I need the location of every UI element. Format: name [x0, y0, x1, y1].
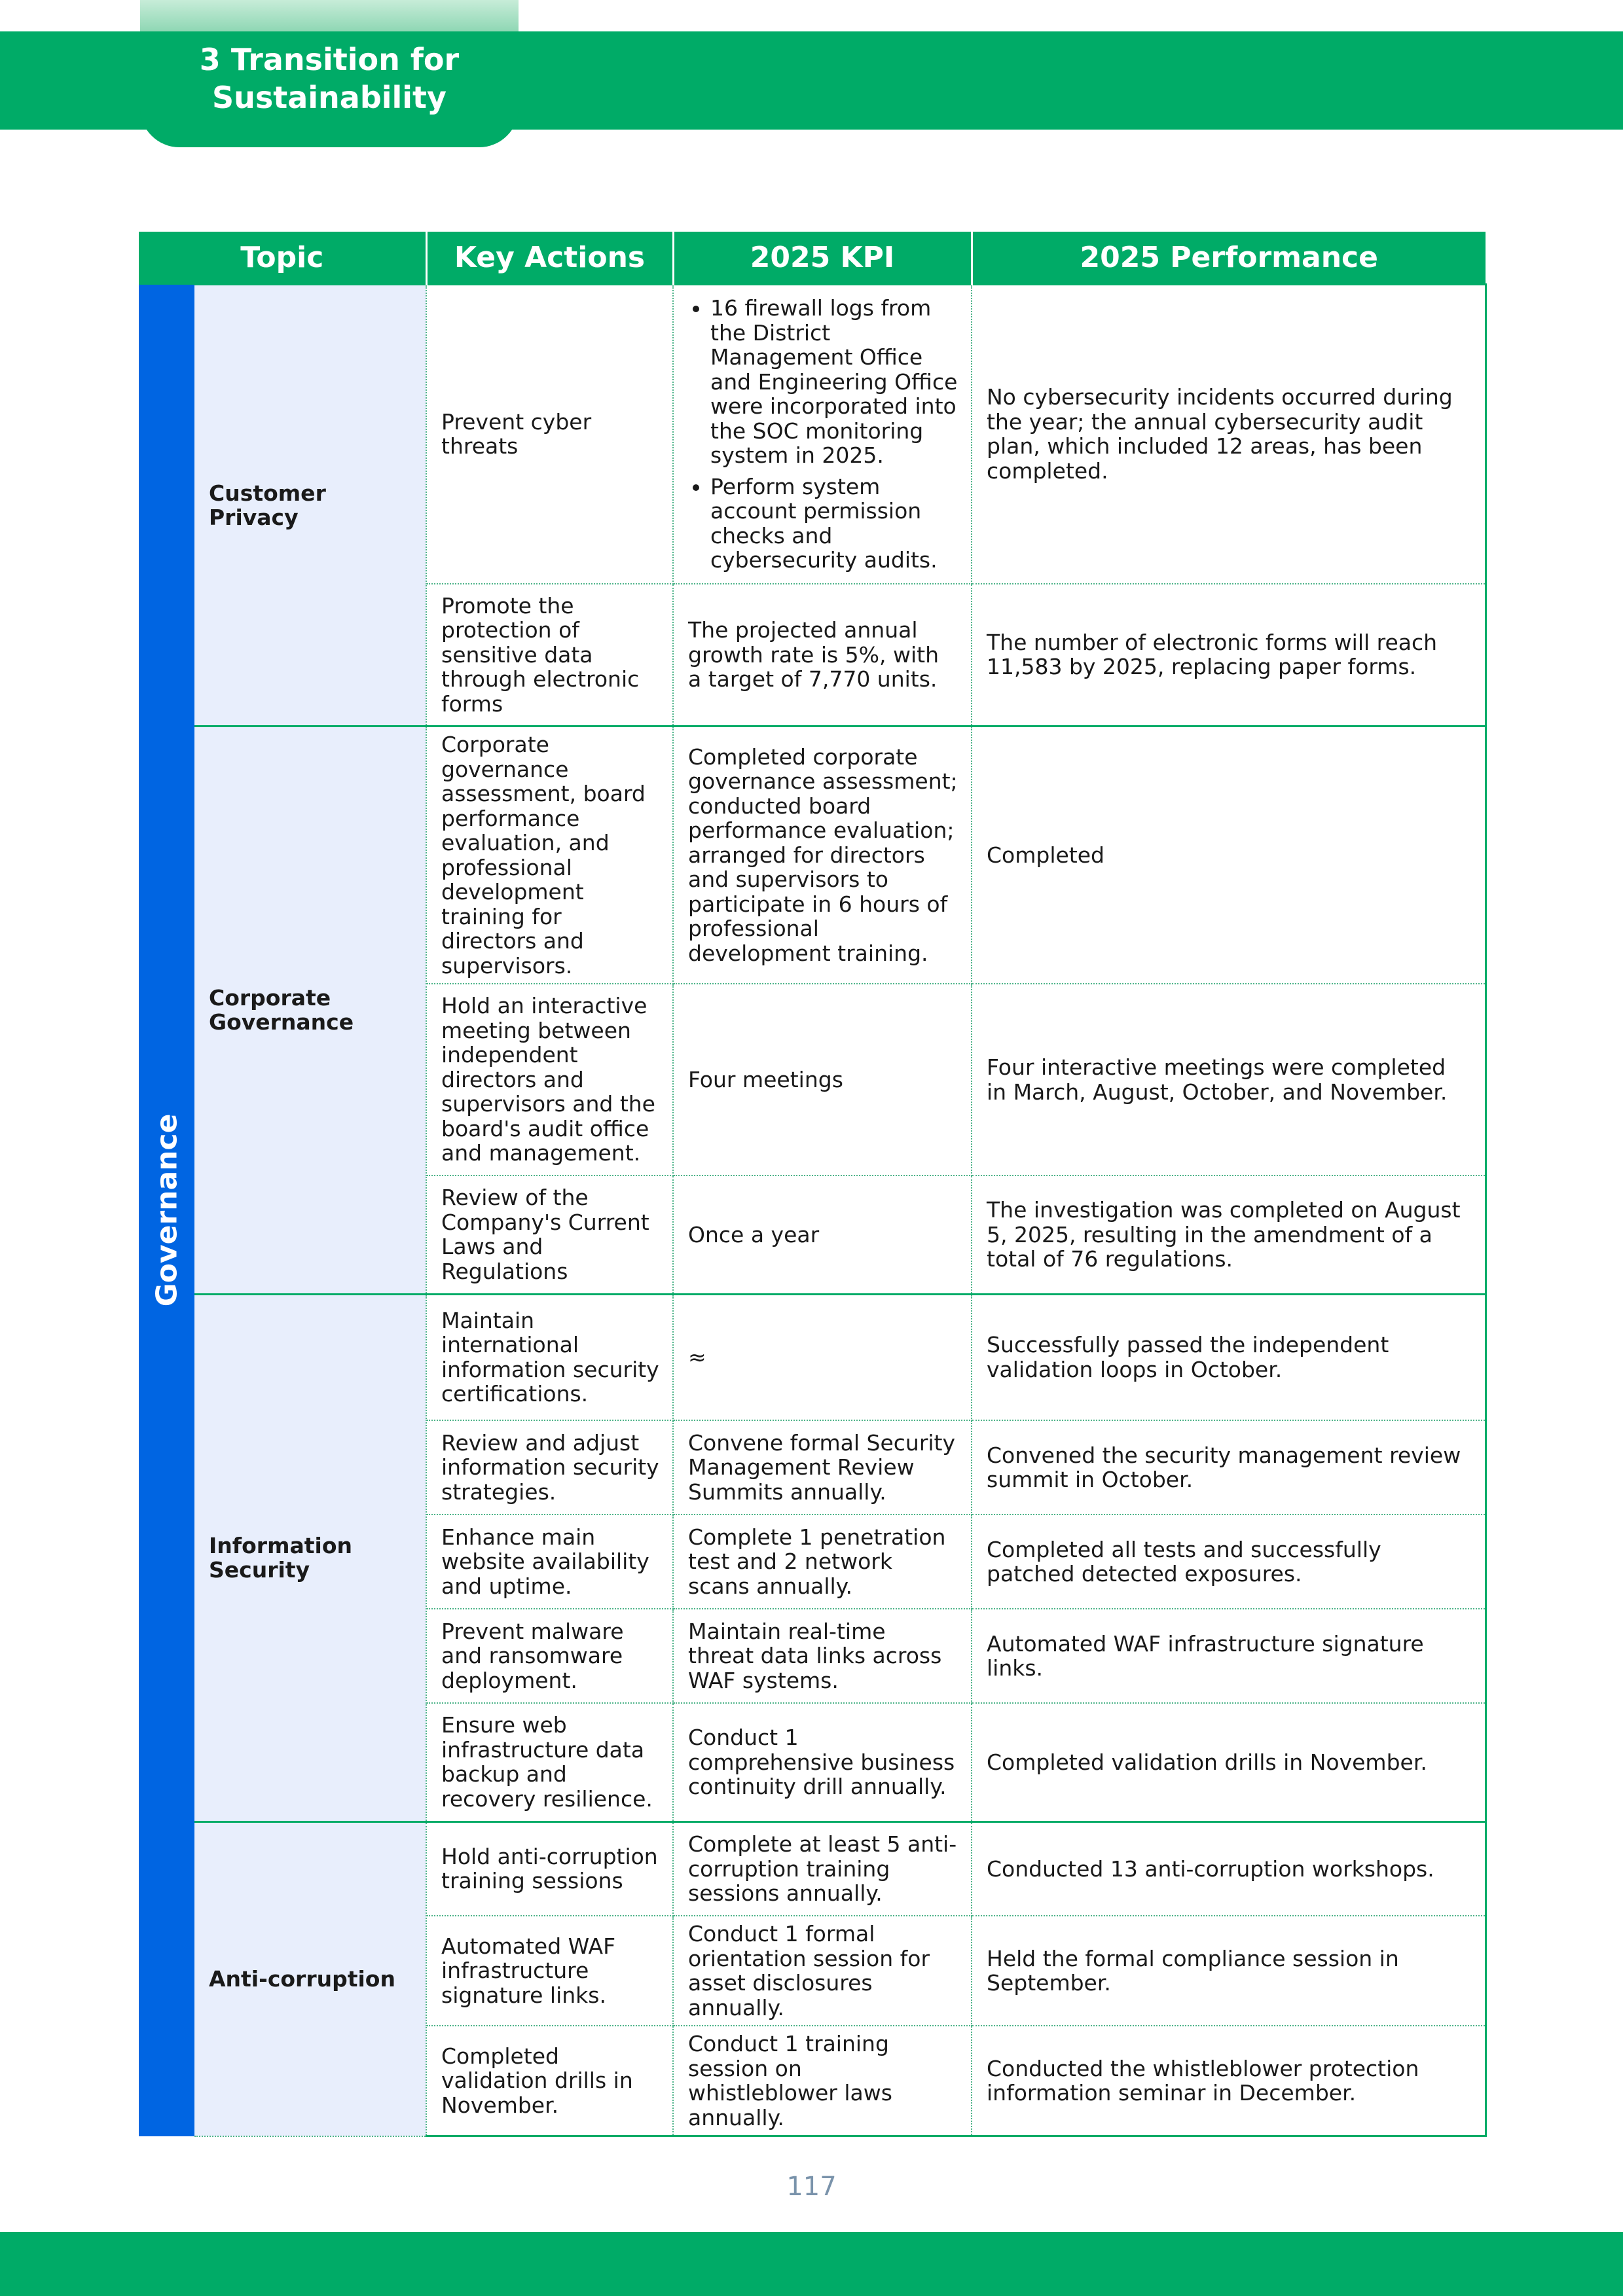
page-number: 117	[786, 2172, 837, 2202]
performance-cell: Held the formal compliance session in September.	[972, 1916, 1486, 2026]
action-cell: Enhance main website availability and uptime.	[426, 1515, 673, 1609]
kpi-cell: Maintain real-time threat data links across WAF systems.	[673, 1609, 972, 1703]
kpi-cell: Once a year	[673, 1175, 972, 1294]
performance-cell: Conducted 13 anti-corruption workshops.	[972, 1821, 1486, 1916]
kpi-cell: Convene formal Security Management Review Summits annually.	[673, 1420, 972, 1515]
action-cell: Review of the Company's Current Laws and Regulations	[426, 1175, 673, 1294]
kpi-cell: Complete at least 5 anti-corruption training sessions annually.	[673, 1821, 972, 1916]
kpi-bullet-list	[688, 296, 958, 573]
topic-cell: Customer Privacy	[194, 285, 426, 726]
kpi-cell: Conduct 1 training session on whistleblower laws annually.	[673, 2026, 972, 2136]
header-topic: Topic	[139, 232, 426, 285]
table-header-row	[139, 232, 1486, 285]
action-cell: Automated WAF infrastructure signature links.	[426, 1916, 673, 2026]
kpi-bullet: • 16 firewall logs from the District Management Office and Engineering Office were incorporated into the SOC monitoring system in 2025.	[710, 296, 958, 468]
topic-cell: Anti-corruption	[194, 1821, 426, 2136]
performance-cell: The investigation was completed on August 5, 2025, resulting in the amendment of a total of 76 regulations.	[972, 1175, 1486, 1294]
action-cell: Hold anti-corruption training sessions	[426, 1821, 673, 1916]
topic-cell: Information Security	[194, 1294, 426, 1821]
performance-cell: Four interactive meetings were completed in March, August, October, and November.	[972, 984, 1486, 1175]
action-cell: Review and adjust information security strategies.	[426, 1420, 673, 1515]
performance-cell: Conducted the whistleblower protection information seminar in December.	[972, 2026, 1486, 2136]
kpi-bullet: • Perform system account permission checks and cybersecurity audits.	[710, 475, 958, 573]
kpi-cell: ≈	[673, 1294, 972, 1420]
action-cell: Prevent cyber threats	[426, 285, 673, 584]
performance-cell: Completed validation drills in November.	[972, 1703, 1486, 1821]
header-kpi: 2025 KPI	[673, 232, 972, 285]
performance-cell: Completed all tests and successfully patched detected exposures.	[972, 1515, 1486, 1609]
kpi-cell: Four meetings	[673, 984, 972, 1175]
category-cell	[139, 285, 194, 2136]
performance-cell: The number of electronic forms will reach 11,583 by 2025, replacing paper forms.	[972, 584, 1486, 726]
kpi-cell: Completed corporate governance assessment; conducted board performance evaluation; arranged for directors and supervisors to participate in 6 hours of professional development training.	[673, 726, 972, 984]
action-cell: Maintain international information security certifications.	[426, 1294, 673, 1420]
action-cell: Ensure web infrastructure data backup and recovery resilience.	[426, 1703, 673, 1821]
header-key-actions: Key Actions	[426, 232, 673, 285]
governance-table	[139, 232, 1487, 2137]
chapter-tab	[140, 0, 519, 147]
kpi-cell: Conduct 1 comprehensive business continuity drill annually.	[673, 1703, 972, 1821]
action-cell: Prevent malware and ransomware deployment.	[426, 1609, 673, 1703]
category-label: Governance	[149, 1113, 183, 1307]
action-cell: Corporate governance assessment, board performance evaluation, and professional development training for directors and supervisors.	[426, 726, 673, 984]
kpi-cell: The projected annual growth rate is 5%, with a target of 7,770 units.	[673, 584, 972, 726]
table-row	[139, 726, 1486, 984]
table-row	[139, 1294, 1486, 1420]
performance-cell: Successfully passed the independent validation loops in October.	[972, 1294, 1486, 1420]
action-cell: Completed validation drills in November.	[426, 2026, 673, 2136]
topic-cell: Corporate Governance	[194, 726, 426, 1295]
performance-cell: No cybersecurity incidents occurred during the year; the annual cybersecurity audit plan, which included 12 areas, has been completed.	[972, 285, 1486, 584]
header-performance: 2025 Performance	[972, 232, 1486, 285]
table-row	[139, 285, 1486, 584]
kpi-cell	[673, 285, 972, 584]
action-cell: Promote the protection of sensitive data through electronic forms	[426, 584, 673, 726]
kpi-cell: Complete 1 penetration test and 2 network scans annually.	[673, 1515, 972, 1609]
action-cell: Hold an interactive meeting between independent directors and supervisors and the board's audit office and management.	[426, 984, 673, 1175]
kpi-cell: Conduct 1 formal orientation session for asset disclosures annually.	[673, 1916, 972, 2026]
performance-cell: Automated WAF infrastructure signature links.	[972, 1609, 1486, 1703]
chapter-title: 3 Transition for Sustainability	[199, 42, 460, 115]
performance-cell: Convened the security management review summit in October.	[972, 1420, 1486, 1515]
chapter-tab-highlight	[140, 0, 519, 31]
table-row	[139, 1821, 1486, 1916]
performance-cell: Completed	[972, 726, 1486, 984]
footer-band	[0, 2232, 1623, 2296]
